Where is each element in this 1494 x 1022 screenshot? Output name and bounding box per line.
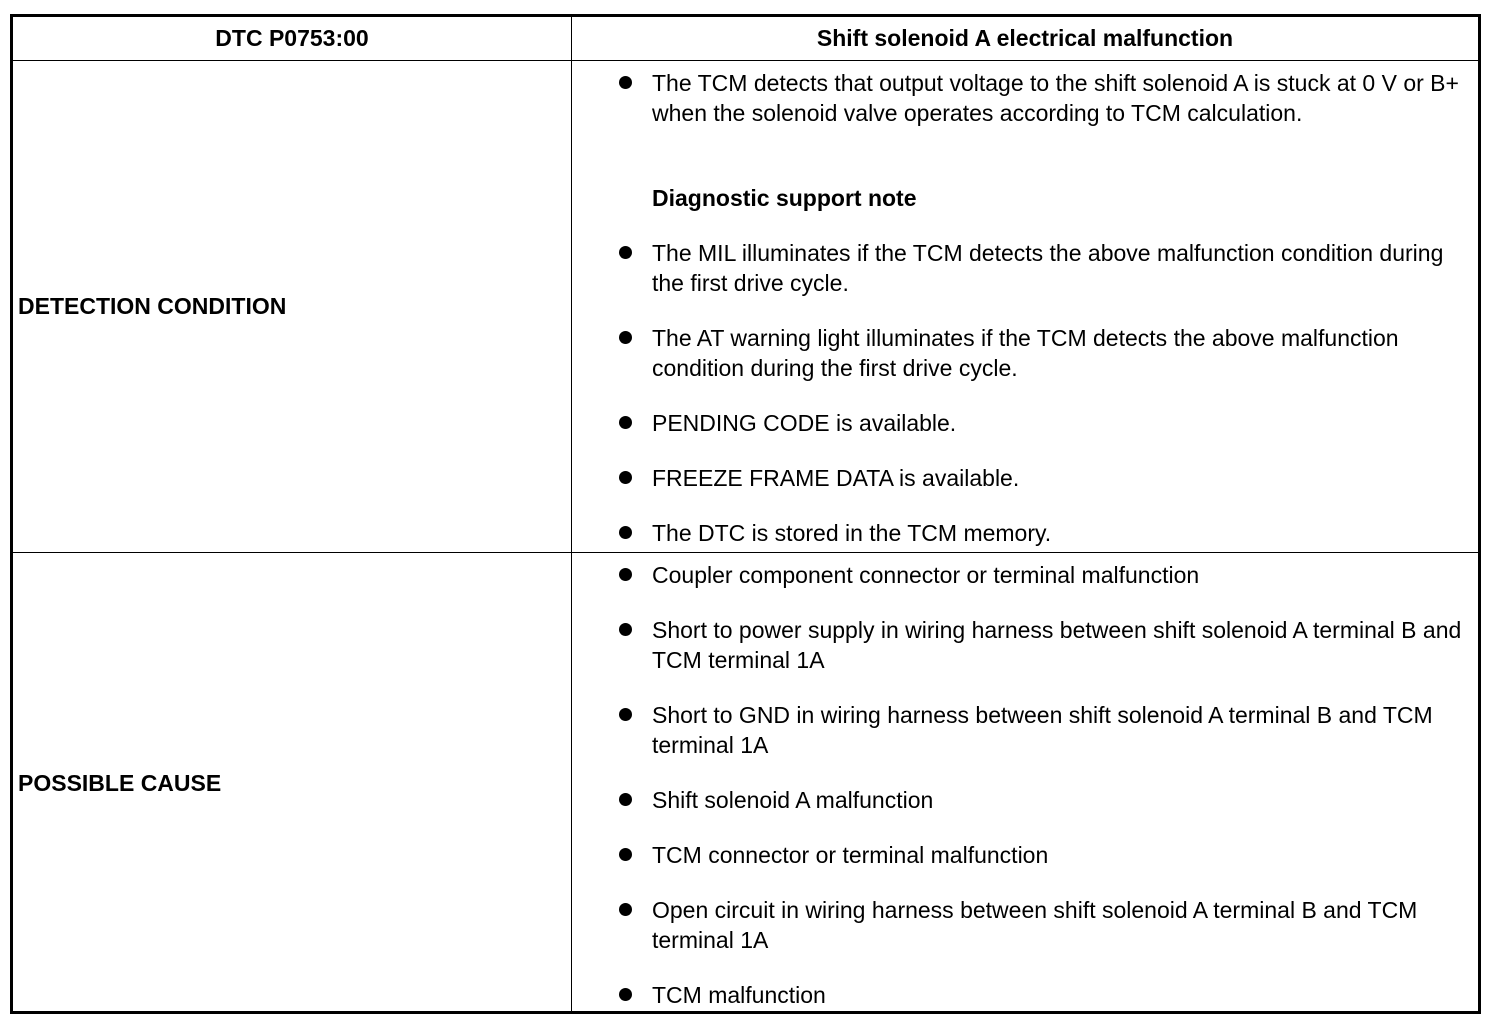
bullet-icon — [619, 903, 632, 916]
bullet-icon — [619, 416, 632, 429]
cause-item-6: Open circuit in wiring harness between shift solenoid A terminal B and TCM terminal 1A — [652, 897, 1418, 953]
detection-item-5: FREEZE FRAME DATA is available. — [652, 465, 1020, 491]
dtc-code-header: DTC P0753:00 — [215, 25, 369, 51]
bullet-icon — [619, 331, 632, 344]
cause-item-5: TCM connector or terminal malfunction — [652, 842, 1049, 868]
possible-cause-label: POSSIBLE CAUSE — [18, 770, 222, 796]
column-divider — [571, 17, 572, 1011]
bullet-icon — [619, 471, 632, 484]
cause-item-2: Short to power supply in wiring harness between shift solenoid A terminal B and TCM terminal 1A — [652, 617, 1462, 673]
bullet-icon — [619, 623, 632, 636]
bullet-icon — [619, 526, 632, 539]
cause-item-4: Shift solenoid A malfunction — [652, 787, 934, 813]
dtc-table — [10, 14, 1481, 1014]
detection-condition-label: DETECTION CONDITION — [18, 293, 287, 319]
bullet-icon — [619, 708, 632, 721]
cause-item-7: TCM malfunction — [652, 982, 826, 1008]
diagnostic-support-note-heading: Diagnostic support note — [652, 185, 917, 211]
cause-item-3: Short to GND in wiring harness between shift solenoid A terminal B and TCM terminal 1A — [652, 702, 1433, 758]
bullet-icon — [619, 848, 632, 861]
bullet-icon — [619, 76, 632, 89]
bullet-icon — [619, 988, 632, 1001]
dtc-description-header: Shift solenoid A electrical malfunction — [816, 25, 1234, 51]
bullet-icon — [619, 793, 632, 806]
row-divider — [13, 552, 1478, 553]
detection-item-3: The AT warning light illuminates if the TCM detects the above malfunction condition during the first drive cycle. — [652, 325, 1399, 381]
detection-item-2: The MIL illuminates if the TCM detects the above malfunction condition during the first drive cycle. — [652, 240, 1444, 296]
detection-item-1: The TCM detects that output voltage to the shift solenoid A is stuck at 0 V or B+ when the solenoid valve operates according to TCM calculation. — [652, 70, 1459, 126]
bullet-icon — [619, 246, 632, 259]
detection-item-6: The DTC is stored in the TCM memory. — [652, 520, 1052, 546]
detection-item-4: PENDING CODE is available. — [652, 410, 957, 436]
cause-item-1: Coupler component connector or terminal malfunction — [652, 562, 1200, 588]
header-divider — [13, 60, 1478, 61]
bullet-icon — [619, 568, 632, 581]
